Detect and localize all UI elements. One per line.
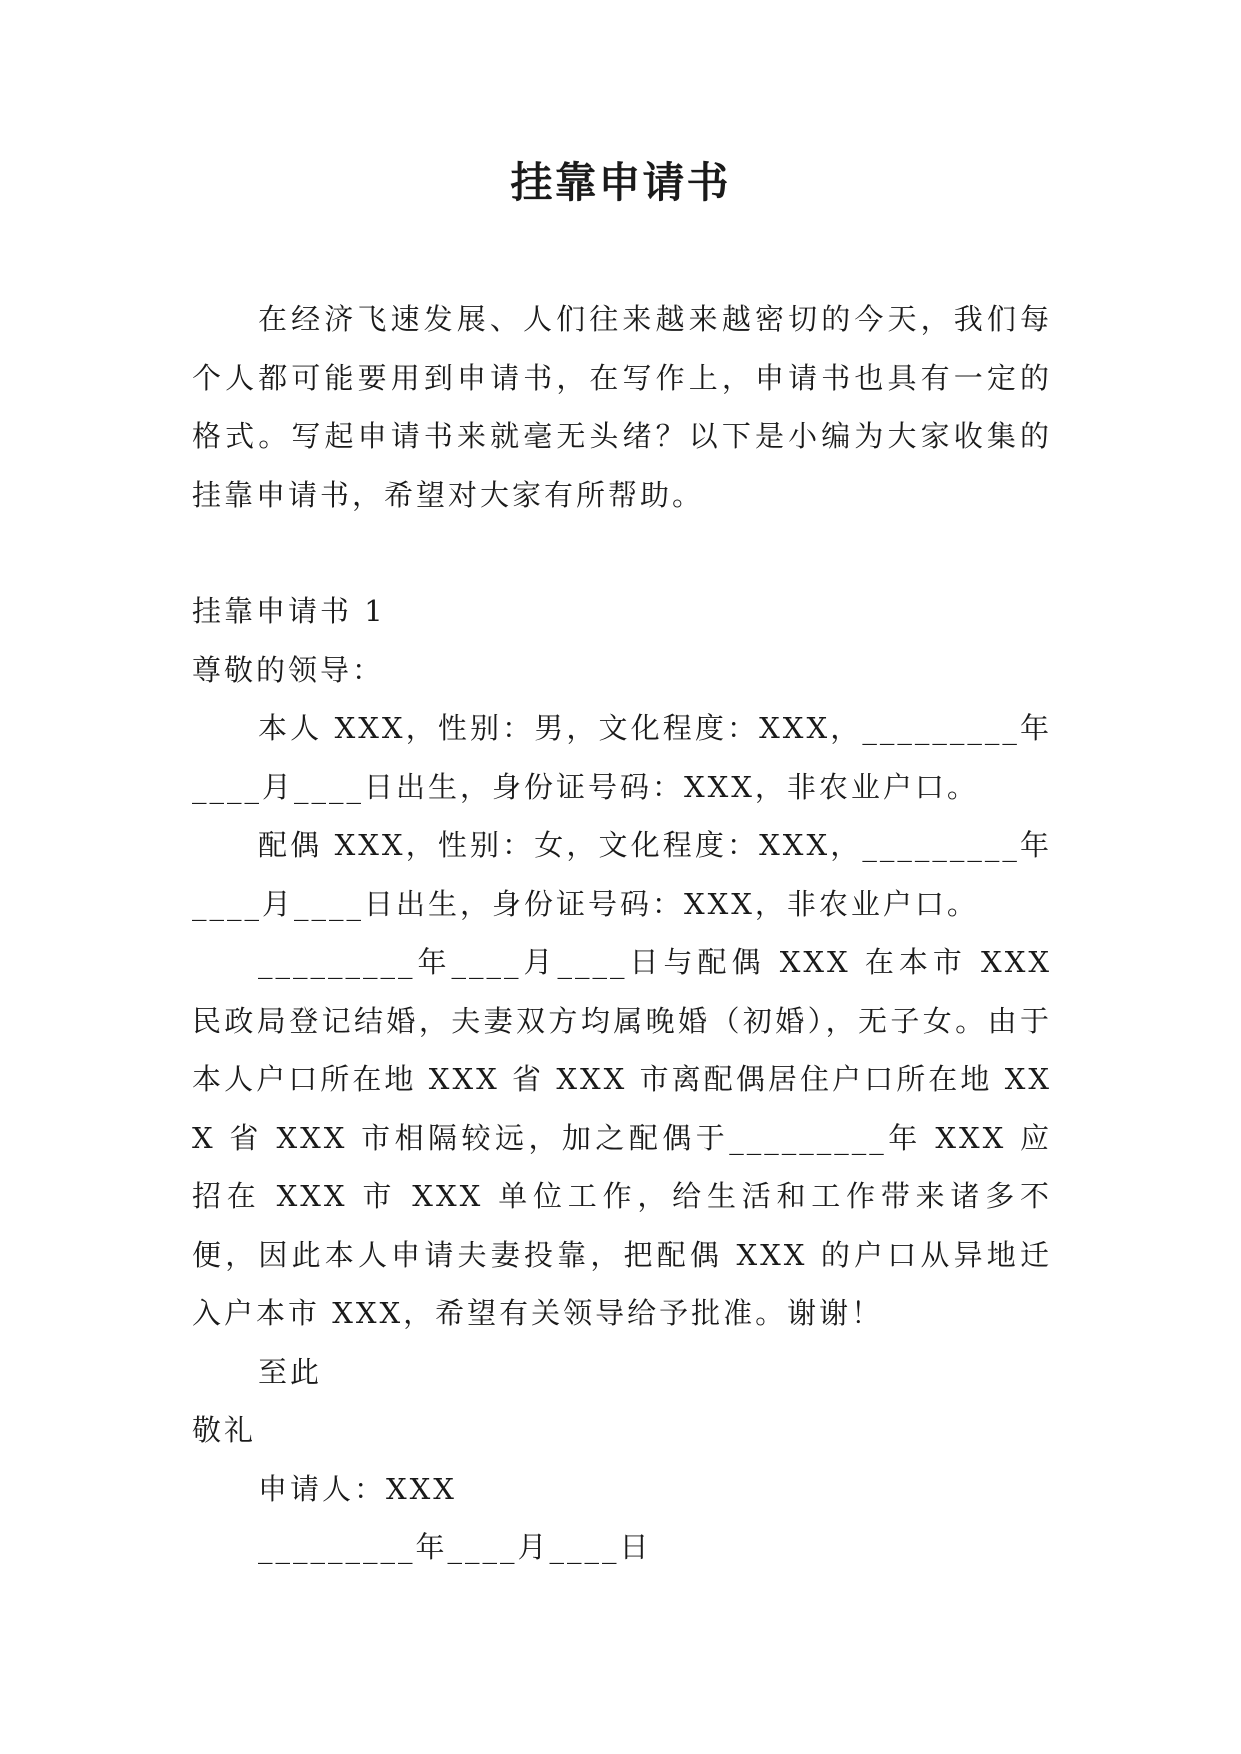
document-body <box>192 290 1052 1577</box>
closing-line-1: 至此 <box>258 1354 323 1389</box>
request-paragraph: _________年____月____日与配偶 XXX 在本市 XXX 民政局登记结婚，夫妻双方均属晚婚（初婚），无子女。由于本人户口所在地 XXX 省 XXX 市离配偶居住户口所在地 XXX 省 XXX 市相隔较远，加之配偶于_________年 XXX 应招在 XXX 市 XXX 单位工作，给生活和工作带来诸多不便，因此本人申请夫妻投靠，把配偶 XXX 的户口从异地迁入户本市 XXX，希望有关领导给予批准。谢谢！ <box>192 945 1052 1330</box>
applicant-info-paragraph: 本人 XXX，性别：男，文化程度：XXX，_________年____月____日出生，身份证号码：XXX，非农业户口。 <box>192 711 1052 804</box>
closing-line-2: 敬礼 <box>192 1413 257 1447</box>
section-heading: 挂靠申请书 1 <box>192 594 386 628</box>
section-spacer <box>192 524 1052 582</box>
applicant-signature: 申请人：XXX <box>258 1471 457 1506</box>
salutation: 尊敬的领导： <box>192 652 385 687</box>
intro-paragraph: 在经济飞速发展、人们往来越来越密切的今天，我们每个人都可能要用到申请书，在写作上，申请书也具有一定的格式。写起申请书来就毫无头绪？以下是小编为大家收集的挂靠申请书，希望对大家有所帮助。 <box>192 302 1052 512</box>
document-title: 挂靠申请书 <box>510 158 731 207</box>
signature-date: _________年____月____日 <box>258 1530 652 1564</box>
spouse-info-paragraph: 配偶 XXX，性别：女，文化程度：XXX，_________年____月____日出生，身份证号码：XXX，非农业户口。 <box>192 828 1052 921</box>
